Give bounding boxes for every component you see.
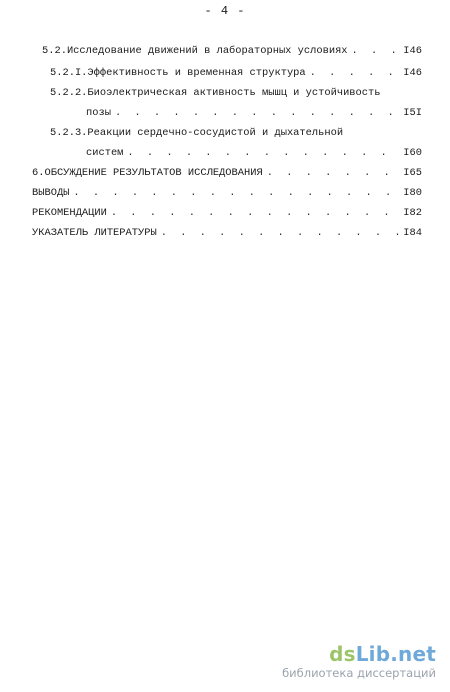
page-number: - 4 - [204,4,246,18]
watermark-subtitle: библиотека диссертаций [282,666,436,680]
toc-entry-5-2 [42,44,422,58]
logo-net: .net [390,642,436,666]
toc-entry-title: ВЫВОДЫ [32,187,70,199]
dslib-watermark [282,642,436,680]
toc-entry-title-line1: 5.2.2.Биоэлектрическая активность мышц и устойчивость [50,87,381,99]
toc-entry-page: I84 [403,227,422,239]
toc-entry-page: I46 [403,45,422,57]
logo-lib: Lib [355,642,391,666]
toc-entry-page: I5I [403,107,422,119]
toc-entry-recommendations [32,206,422,220]
toc-entry-title: 5.2.I.Эффективность и временная структура [50,67,306,79]
toc-leader-dots [161,226,400,240]
toc-leader-dots [127,146,399,160]
toc-entry-title-line2: позы [86,107,111,119]
toc-entry-title-line1: 5.2.3.Реакции сердечно-сосудистой и дыхательной [50,127,344,139]
toc-entry-5-2-2 [50,86,422,120]
toc-entry-page: I65 [403,167,422,179]
dslib-logo [282,642,436,666]
toc-entry-title-line2: систем [86,147,124,159]
toc-entry-page: I80 [403,187,422,199]
toc-leader-dots [73,186,399,200]
toc-entry-references [32,226,422,240]
toc-entry-5-2-3 [50,126,422,160]
toc-leader-dots [267,166,400,180]
toc-entry-title: РЕКОМЕНДАЦИИ [32,207,107,219]
toc-leader-dots [352,44,400,58]
toc-leader-dots [115,106,399,120]
toc-entry-conclusions [32,186,422,200]
toc-entry-title: УКАЗАТЕЛЬ ЛИТЕРАТУРЫ [32,227,157,239]
toc-entry-page: I60 [403,147,422,159]
toc-entry-page: I46 [403,67,422,79]
logo-ds: ds [329,642,356,666]
toc-entry-6 [32,166,422,180]
toc-leader-dots [310,66,400,80]
toc-leader-dots [111,206,399,220]
toc-entry-title: 5.2.Исследование движений в лабораторных условиях [42,45,348,57]
toc-entry-5-2-1 [50,66,422,80]
toc-entry-page: I82 [403,207,422,219]
toc-entry-title: 6.ОБСУЖДЕНИЕ РЕЗУЛЬТАТОВ ИССЛЕДОВАНИЯ [32,167,263,179]
